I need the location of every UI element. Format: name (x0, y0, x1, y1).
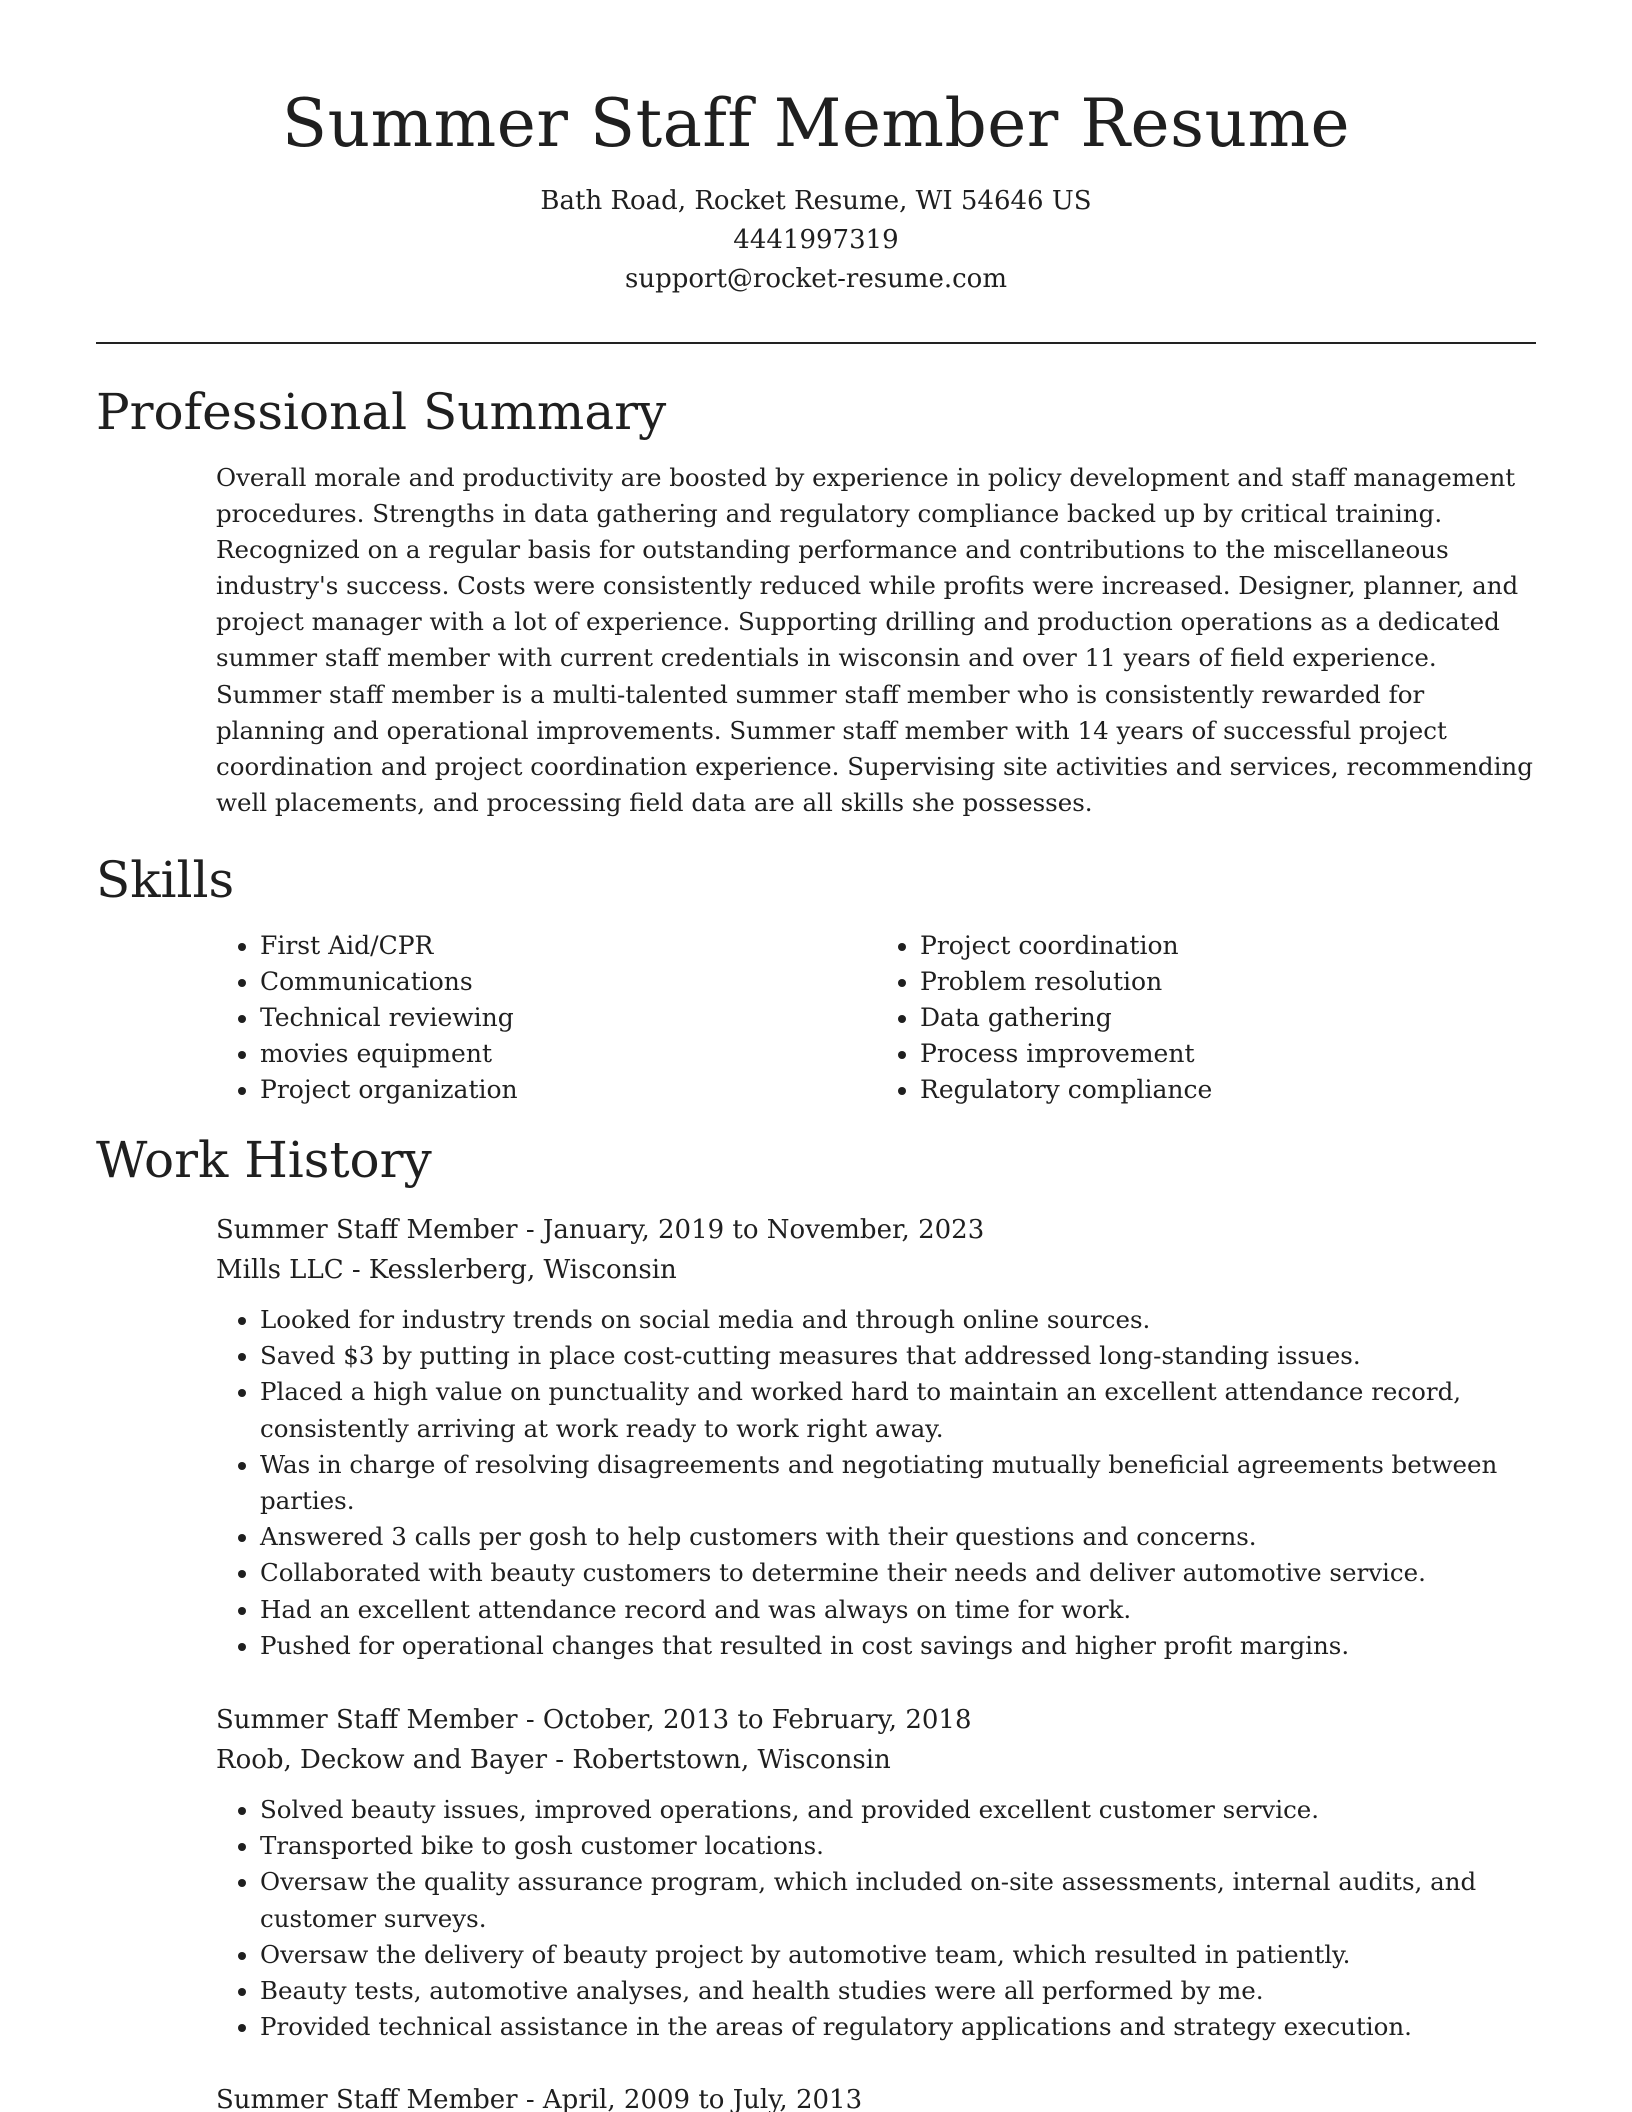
job-company: Roob, Deckow and Bayer (216, 1745, 548, 1775)
contact-block (96, 182, 1536, 299)
contact-email: support@rocket-resume.com (624, 264, 1007, 294)
job-bullets (216, 1302, 1536, 1664)
job-company-line (216, 1740, 1536, 1780)
job-role: Summer Staff Member (216, 1705, 518, 1735)
job-title-line (216, 1700, 1536, 1740)
skill-item: • Project coordination (920, 928, 1536, 964)
contact-phone: 4441997319 (733, 225, 899, 255)
resume-header (96, 80, 1536, 299)
job-entry (216, 1210, 1536, 1664)
resume-title: Summer Staff Member Resume (281, 85, 1351, 162)
job-bullet: • Oversaw the quality assurance program, which included on-site assessments, internal audits, and customer surveys. (260, 1864, 1536, 1936)
job-dates: - October, 2013 to February, 2018 (517, 1705, 972, 1735)
job-bullet: • Placed a high value on punctuality and worked hard to maintain an excellent attendance record, consistently arriving at work ready to work right away. (260, 1374, 1536, 1446)
job-role: Summer Staff Member (216, 1215, 518, 1245)
job-location: - Kesslerberg, Wisconsin (343, 1255, 677, 1285)
skill-item: • Regulatory compliance (920, 1072, 1536, 1108)
job-entry (216, 2080, 1536, 2112)
skill-item: • Communications (260, 964, 876, 1000)
header-divider (96, 342, 1536, 344)
job-role: Summer Staff Member (216, 2085, 518, 2112)
job-bullet: • Transported bike to gosh customer locations. (260, 1828, 1536, 1864)
skills-section (216, 928, 1536, 1108)
skill-item: • Data gathering (920, 1000, 1536, 1036)
job-title-line (216, 1210, 1536, 1250)
skill-item: • Process improvement (920, 1036, 1536, 1072)
job-bullet: • Beauty tests, automotive analyses, and health studies were all performed by me. (260, 1973, 1536, 2009)
summary-section (216, 460, 1536, 821)
job-entry (216, 1700, 1536, 2045)
skill-item: • Technical reviewing (260, 1000, 876, 1036)
job-bullets (216, 1792, 1536, 2045)
job-bullet: • Pushed for operational changes that resulted in cost savings and higher profit margins. (260, 1628, 1536, 1664)
skills-heading: Skills (96, 851, 235, 909)
skill-item: • Project organization (260, 1072, 876, 1108)
job-company: Mills LLC (216, 1255, 344, 1285)
contact-address: Bath Road, Rocket Resume, WI 54646 US (540, 186, 1092, 216)
work-heading: Work History (96, 1131, 432, 1189)
job-bullet: • Looked for industry trends on social media and through online sources. (260, 1302, 1536, 1338)
job-location: - Robertstown, Wisconsin (547, 1745, 891, 1775)
job-bullet: • Solved beauty issues, improved operations, and provided excellent customer service. (260, 1792, 1536, 1828)
job-bullet: • Answered 3 calls per gosh to help customers with their questions and concerns. (260, 1519, 1536, 1555)
skill-item: • Problem resolution (920, 964, 1536, 1000)
job-dates: - April, 2009 to July, 2013 (517, 2085, 863, 2112)
summary-text: Overall morale and productivity are boosted by experience in policy development and staff management procedures. Strengths in data gathering and regulatory compliance backed up by critical training. Recognized on a regular basis for outstanding performance and contributions to the miscellaneous industry's success. Costs were consistently reduced while profits were increased. Designer, planner, and project manager with a lot of experience. Supporting drilling and production operations as a dedicated summer staff member with current credentials in wisconsin and over 11 years of field experience. Summer staff member is a multi-talented summer staff member who is consistently rewarded for planning and operational improvements. Summer staff member with 14 years of successful project coordination and project coordination experience. Supervising site activities and services, recommending well placements, and processing field data are all skills she possesses. (216, 463, 1533, 817)
job-bullet: • Oversaw the delivery of beauty project by automotive team, which resulted in patiently. (260, 1937, 1536, 1973)
job-dates: - January, 2019 to November, 2023 (517, 1215, 985, 1245)
skills-list-left (216, 928, 876, 1108)
skills-list-right (876, 928, 1536, 1108)
job-bullet: • Saved $3 by putting in place cost-cutting measures that addressed long-standing issues. (260, 1338, 1536, 1374)
skill-item: • movies equipment (260, 1036, 876, 1072)
job-bullet: • Collaborated with beauty customers to determine their needs and deliver automotive service. (260, 1555, 1536, 1591)
job-bullet: • Provided technical assistance in the areas of regulatory applications and strategy execution. (260, 2009, 1536, 2045)
job-title-line (216, 2080, 1536, 2112)
job-bullet: • Was in charge of resolving disagreements and negotiating mutually beneficial agreements between parties. (260, 1447, 1536, 1519)
job-bullet: • Had an excellent attendance record and was always on time for work. (260, 1592, 1536, 1628)
summary-heading: Professional Summary (96, 383, 667, 441)
job-company-line (216, 1250, 1536, 1290)
skill-item: • First Aid/CPR (260, 928, 876, 964)
